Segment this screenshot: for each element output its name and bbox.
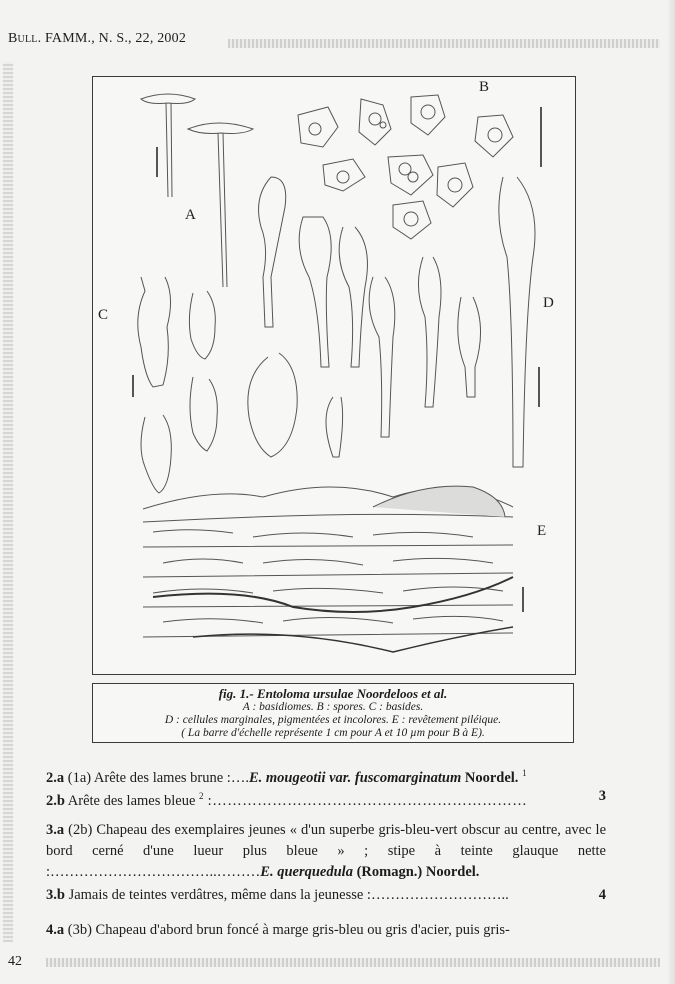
entry-text: Chapeau d'abord brun foncé à marge gris-bleu ou gris d'acier, puis gris- — [95, 922, 510, 938]
label-b: B — [479, 79, 490, 95]
caption-line-2: D : cellules marginales, pigmentées et incolores. E : revêtement piléique. — [164, 714, 502, 726]
taxon-author: Noordel. — [464, 769, 519, 786]
page-number: 42 — [8, 954, 22, 969]
footnote-mark: 1 — [522, 768, 527, 778]
entry-ref: (2b) — [68, 822, 93, 838]
entry-number: 3.a — [46, 822, 65, 838]
pileipellis-drawing — [143, 486, 523, 652]
key-entry-3b — [46, 885, 606, 906]
figure-caption — [92, 683, 574, 743]
footer-rule — [46, 958, 660, 967]
caption-title: fig. 1.- Entoloma ursulae Noordeloos et al. — [218, 686, 448, 701]
footnote-mark: 2 — [199, 791, 204, 801]
entry-number: 2.a — [46, 769, 65, 786]
entry-text: Chapeau des exemplaires jeunes « d'un superbe gris-bleu-vert obscur au centre, avec le bord cerné d'une lueur plus bleue » ; stipe à teinte glauque nette :……………………………..……… — [46, 822, 607, 880]
spores-drawing — [298, 95, 541, 239]
label-e: E — [537, 523, 547, 539]
key-entry-2a — [46, 763, 606, 789]
taxon-name: E. querquedula — [260, 864, 353, 880]
scan-shadow — [667, 0, 675, 984]
label-c: C — [98, 307, 109, 323]
entry-ref: (3b) — [67, 922, 92, 938]
scan-edge-strip — [3, 62, 13, 942]
label-d: D — [543, 295, 554, 311]
basides-drawing — [133, 277, 217, 493]
entry-target: 4 — [598, 887, 606, 903]
caption-line-3: ( La barre d'échelle représente 1 cm pour A et 10 µm pour B à E). — [181, 727, 485, 739]
entry-text: Arête des lames brune :…. — [93, 769, 249, 786]
key-entry-4a — [46, 920, 606, 941]
journal-citation: Bull. FAMM., N. S., 22, 2002 — [8, 31, 187, 46]
figure-drawing — [93, 77, 575, 674]
entry-ref: (1a) — [67, 769, 92, 786]
label-a: A — [185, 207, 196, 223]
key-entry-2b — [46, 786, 606, 812]
key-entry-3a — [46, 820, 606, 883]
taxon-name: E. mougeotii var. fuscomarginatum — [248, 769, 462, 786]
entry-number: 2.b — [46, 792, 65, 809]
figure-plate — [92, 76, 576, 675]
caption-line-1: A : basidiomes. B : spores. C : basides. — [242, 701, 424, 713]
entry-number: 4.a — [46, 922, 65, 938]
entry-text: Arête des lames bleue — [67, 792, 196, 809]
running-header — [8, 31, 186, 47]
header-rule — [228, 39, 660, 48]
entry-number: 3.b — [46, 887, 65, 903]
leader-dots: :……………………………………………………… — [203, 792, 528, 809]
entry-target: 3 — [598, 788, 606, 804]
basidiomes-drawing — [141, 94, 253, 287]
entry-text: Jamais de teintes verdâtres, même dans la jeunesse :……………………….. — [68, 887, 509, 903]
taxon-author: (Romagn.) Noordel. — [356, 864, 480, 880]
